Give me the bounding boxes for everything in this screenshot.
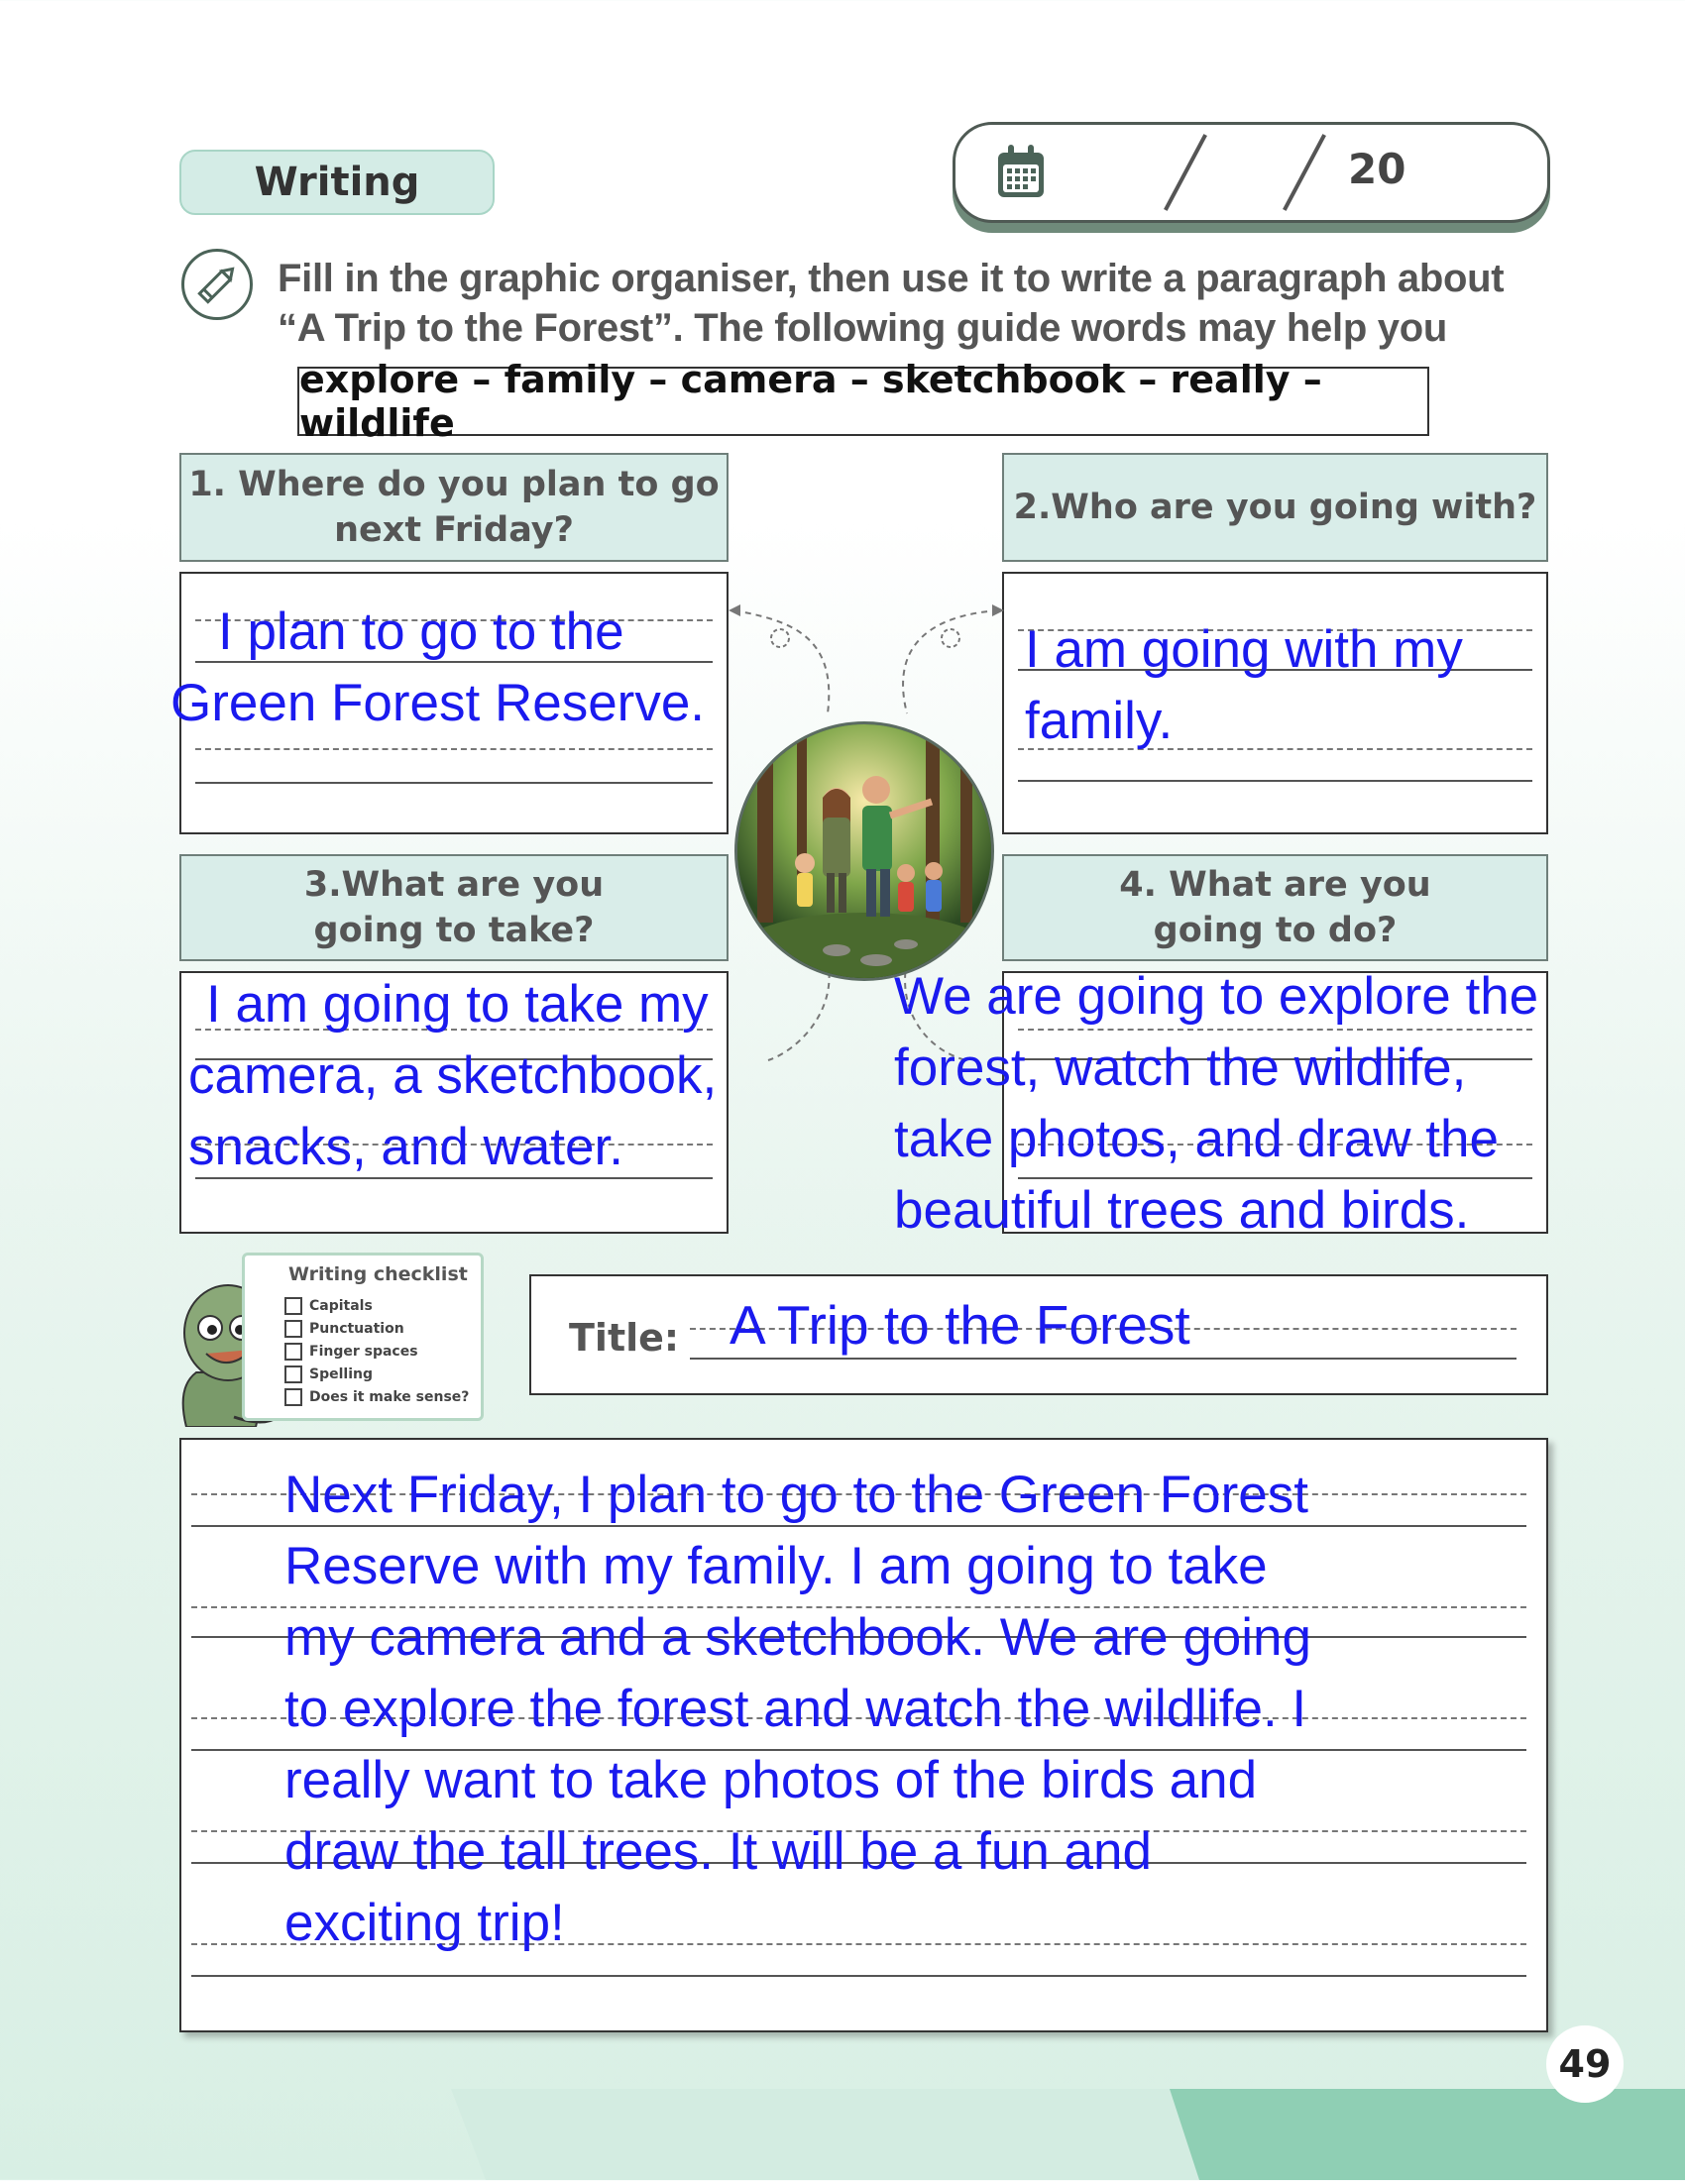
paragraph-line: to explore the forest and watch the wildlife. I xyxy=(284,1680,1307,1738)
paragraph-line: really want to take photos of the birds and xyxy=(284,1751,1258,1809)
checklist-item-label: Capitals xyxy=(309,1298,373,1314)
checklist-item-label: Finger spaces xyxy=(309,1344,418,1360)
checklist-item[interactable] xyxy=(284,1388,469,1406)
answer-3-text xyxy=(188,969,717,1183)
title-label: Title: xyxy=(569,1316,680,1360)
instructions-line-2: “A Trip to the Forest”. The following guide words may help you xyxy=(278,306,1447,350)
answer-3-line-2: camera, a sketchbook, xyxy=(188,1046,718,1105)
question-2-label: 2.Who are you going with? xyxy=(1002,453,1548,562)
date-box[interactable] xyxy=(953,122,1550,223)
checkbox[interactable] xyxy=(284,1297,302,1315)
family-forest-image xyxy=(734,721,994,981)
bottom-band-shapes xyxy=(0,2089,1685,2180)
answer-4-line-1: We are going to explore the xyxy=(894,967,1539,1026)
checkbox[interactable] xyxy=(284,1365,302,1383)
answer-4-line-4: beautiful trees and birds. xyxy=(894,1181,1470,1240)
answer-1-line-2: Green Forest Reserve. xyxy=(170,674,706,732)
question-4-label xyxy=(1002,854,1548,961)
question-3-line-2: going to take? xyxy=(313,911,595,950)
question-1-label xyxy=(179,453,729,562)
date-year: 20 xyxy=(1348,145,1406,193)
title-box[interactable] xyxy=(529,1274,1548,1395)
question-4-line-1: 4. What are you xyxy=(1119,865,1431,905)
checklist-item-label: Punctuation xyxy=(309,1321,404,1337)
checklist-item-label: Does it make sense? xyxy=(309,1389,470,1405)
question-1-line-2: next Friday? xyxy=(334,510,574,550)
family-forest-illustration xyxy=(737,724,991,978)
answer-1-line-1: I plan to go to the xyxy=(218,602,624,661)
checklist-item[interactable] xyxy=(284,1343,418,1361)
calendar-icon xyxy=(995,143,1047,200)
paragraph-text xyxy=(284,1460,1311,1959)
checkbox[interactable] xyxy=(284,1343,302,1361)
answer-3-line-1: I am going to take my xyxy=(206,975,709,1034)
checkbox[interactable] xyxy=(284,1388,302,1406)
paragraph-line: exciting trip! xyxy=(284,1894,565,1952)
bottom-band xyxy=(0,2089,1685,2180)
question-4-line-2: going to do? xyxy=(1153,911,1398,950)
writing-checklist xyxy=(242,1253,484,1421)
answer-1-text xyxy=(170,597,705,739)
checklist-item[interactable] xyxy=(284,1365,373,1383)
date-slash-2 xyxy=(1283,134,1326,211)
answer-4-text xyxy=(894,961,1538,1247)
paragraph-line: my camera and a sketchbook. We are going xyxy=(284,1608,1312,1667)
rule-line xyxy=(1018,780,1532,782)
rule-line xyxy=(195,782,713,784)
answer-2-text xyxy=(1025,614,1463,757)
checklist-item-label: Spelling xyxy=(309,1366,373,1382)
paragraph-line: draw the tall trees. It will be a fun and xyxy=(284,1822,1152,1881)
paragraph-line: Reserve with my family. I am going to take xyxy=(284,1537,1268,1595)
question-1-line-1: 1. Where do you plan to go xyxy=(188,465,720,504)
guide-words: explore – family – camera – sketchbook – really – wildlife xyxy=(297,367,1429,436)
title-text: A Trip to the Forest xyxy=(730,1294,1190,1356)
instructions-line-1: Fill in the graphic organiser, then use it to write a paragraph about xyxy=(278,257,1505,300)
checklist-item[interactable] xyxy=(284,1320,404,1338)
date-slash-1 xyxy=(1164,134,1207,211)
paragraph-box[interactable] xyxy=(179,1438,1548,2032)
paragraph-line: Next Friday, I plan to go to the Green Forest xyxy=(284,1466,1309,1524)
answer-3-line-3: snacks, and water. xyxy=(188,1118,623,1176)
checklist-item[interactable] xyxy=(284,1297,373,1315)
instructions xyxy=(278,254,1566,353)
checklist-title: Writing checklist xyxy=(288,1263,468,1285)
answer-2-line-2: family. xyxy=(1025,692,1174,750)
rule-line xyxy=(191,1975,1526,1977)
pencil-icon xyxy=(181,249,253,320)
rule-line xyxy=(195,748,713,750)
question-3-line-1: 3.What are you xyxy=(303,865,605,905)
section-label: Writing xyxy=(179,150,495,215)
checkbox[interactable] xyxy=(284,1320,302,1338)
answer-2-line-1: I am going with my xyxy=(1025,620,1463,679)
answer-4-line-3: take photos, and draw the xyxy=(894,1110,1499,1168)
page-number: 49 xyxy=(1546,2025,1624,2103)
question-3-label xyxy=(179,854,729,961)
answer-4-line-2: forest, watch the wildlife, xyxy=(894,1038,1467,1097)
